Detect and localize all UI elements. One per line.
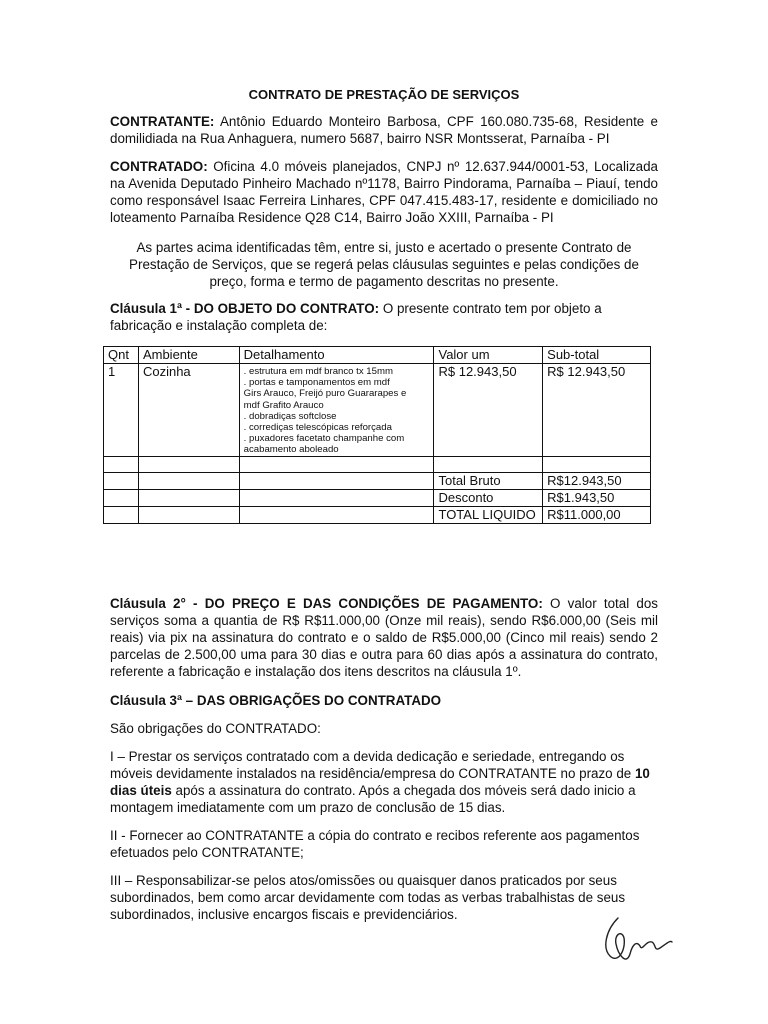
detail-line: . estrutura em mdf branco tx 15mm xyxy=(243,366,393,377)
desconto-label: Desconto xyxy=(434,489,543,506)
desconto-value: R$1.943,50 xyxy=(543,489,651,506)
total-bruto-label: Total Bruto xyxy=(434,472,543,489)
obrigacao-item-3: III – Responsabilizar-se pelos atos/omissões ou quaisquer danos praticados por seus subordinados, bem como arcar devidamente com todas as verbas trabalhistas de seus subordinados, inclusive encargos fiscais e previdenciários. xyxy=(110,873,626,922)
detail-line: . puxadores facetato champanhe com xyxy=(243,433,405,445)
total-bruto-value: R$12.943,50 xyxy=(543,472,651,489)
obrigacao-item-2: II - Fornecer ao CONTRATANTE a cópia do contrato e recibos referente aos pagamentos efetuados pelo CONTRATANTE; xyxy=(110,828,640,860)
desconto-row xyxy=(104,489,651,506)
cell-detalhamento xyxy=(239,364,434,457)
obrigacao-item-1 xyxy=(110,748,658,816)
clausula2-paragraph xyxy=(110,595,658,680)
table-row-empty xyxy=(104,456,651,472)
obrigacoes-intro: São obrigações do CONTRATADO: xyxy=(110,721,321,736)
cell-subtotal: R$ 12.943,50 xyxy=(543,364,651,457)
table-header-row xyxy=(104,347,651,364)
clausula2-label: Cláusula 2° - DO PREÇO E DAS CONDIÇÕES DE PAGAMENTO: xyxy=(110,596,543,611)
header-qnt: Qnt xyxy=(104,347,139,364)
detail-line: . corrediças telescópicas reforçada xyxy=(243,422,392,434)
item1-deadline: 10 dias úteis xyxy=(110,766,650,798)
detail-line: . portas e tamponamentos em mdf xyxy=(243,377,390,389)
header-ambiente: Ambiente xyxy=(138,347,239,364)
detail-line: mdf Grafito Arauco xyxy=(243,399,324,411)
total-liquido-value: R$11.000,00 xyxy=(543,506,651,523)
clausula1-text: O presente contrato tem por objeto a fabricação e instalação completa de: xyxy=(110,301,602,333)
intro-paragraph: As partes acima identificadas têm, entre si, justo e acertado o presente Contrato de Prestação de Serviços, que se regerá pelas cláusulas seguintes e pelas condições de preço, forma e termo de pagamento descritas no presente. xyxy=(129,240,639,289)
contratado-paragraph xyxy=(110,158,658,226)
total-bruto-row xyxy=(104,472,651,489)
clausula1-label: Cláusula 1ª - DO OBJETO DO CONTRATO: xyxy=(110,301,380,316)
table-row xyxy=(104,364,651,457)
signature-mark xyxy=(596,910,676,970)
items-table xyxy=(103,346,651,524)
cell-qnt: 1 xyxy=(104,364,139,457)
contratado-label: CONTRATADO: xyxy=(110,159,208,174)
contratado-text: Oficina 4.0 móveis planejados, CNPJ nº 12.637.944/0001-53, Localizada na Avenida Deputado Pinheiro Machado nº1178, Bairro Pindorama, Parnaíba – Piauí, tendo como responsável Isaac Ferreira Linhares, CPF 047.415.483-17, residente e domiciliado no loteamento Parnaíba Residence Q28 C14, Bairro João XXIII, Parnaíba - PI xyxy=(110,159,658,225)
total-liquido-label: TOTAL LIQUIDO xyxy=(434,506,543,523)
total-liquido-row xyxy=(104,506,651,523)
header-subtotal: Sub-total xyxy=(543,347,651,364)
cell-valor: R$ 12.943,50 xyxy=(434,364,543,457)
clausula3-heading xyxy=(110,692,658,709)
contratante-label: CONTRATANTE: xyxy=(110,114,215,129)
clausula2-text: O valor total dos serviços soma a quantia de R$ R$11.000,00 (Onze mil reais), sendo R$6.000,00 (Seis mil reais) via pix na assinatura do contrato e o saldo de R$5.000,00 (Cinco mil reais) sendo 2 parcelas de 2.500,00 uma para 30 dias e outra para 60 dias após a assinatura do contrato, referente a fabricação e instalação dos itens descritos na cláusula 1º. xyxy=(110,596,658,679)
page-title: CONTRATO DE PRESTAÇÃO DE SERVIÇOS xyxy=(248,87,520,102)
detail-line: Girs Arauco, Freijó puro Guararapes e xyxy=(243,388,407,400)
contratante-text: Antônio Eduardo Monteiro Barbosa, CPF 160.080.735-68, Residente e domilidiada na Rua Anhaguera, numero 5687, bairro NSR Montsserat, Parnaíba - PI xyxy=(110,114,658,146)
contratante-paragraph xyxy=(110,113,658,147)
item1-text-a: I – Prestar os serviços contratado com a devida dedicação e seriedade, entregando os móveis devidamente instalados na residência/empresa do CONTRATANTE no prazo de xyxy=(110,749,635,781)
detail-line: . dobradiças softclose xyxy=(243,410,337,422)
clausula3-label: Cláusula 3ª – DAS OBRIGAÇÕES DO CONTRATADO xyxy=(110,693,442,708)
header-detalhamento: Detalhamento xyxy=(239,347,434,364)
item1-text-b: após a assinatura do contrato. Após a chegada dos móveis será dado inicio a montagem imediatamente com um prazo de conclusão de 15 dias. xyxy=(110,783,636,815)
header-valor: Valor um xyxy=(434,347,543,364)
detail-line: acabamento aboleado xyxy=(243,444,339,456)
clausula1-paragraph xyxy=(110,300,658,334)
cell-ambiente: Cozinha xyxy=(138,364,239,457)
